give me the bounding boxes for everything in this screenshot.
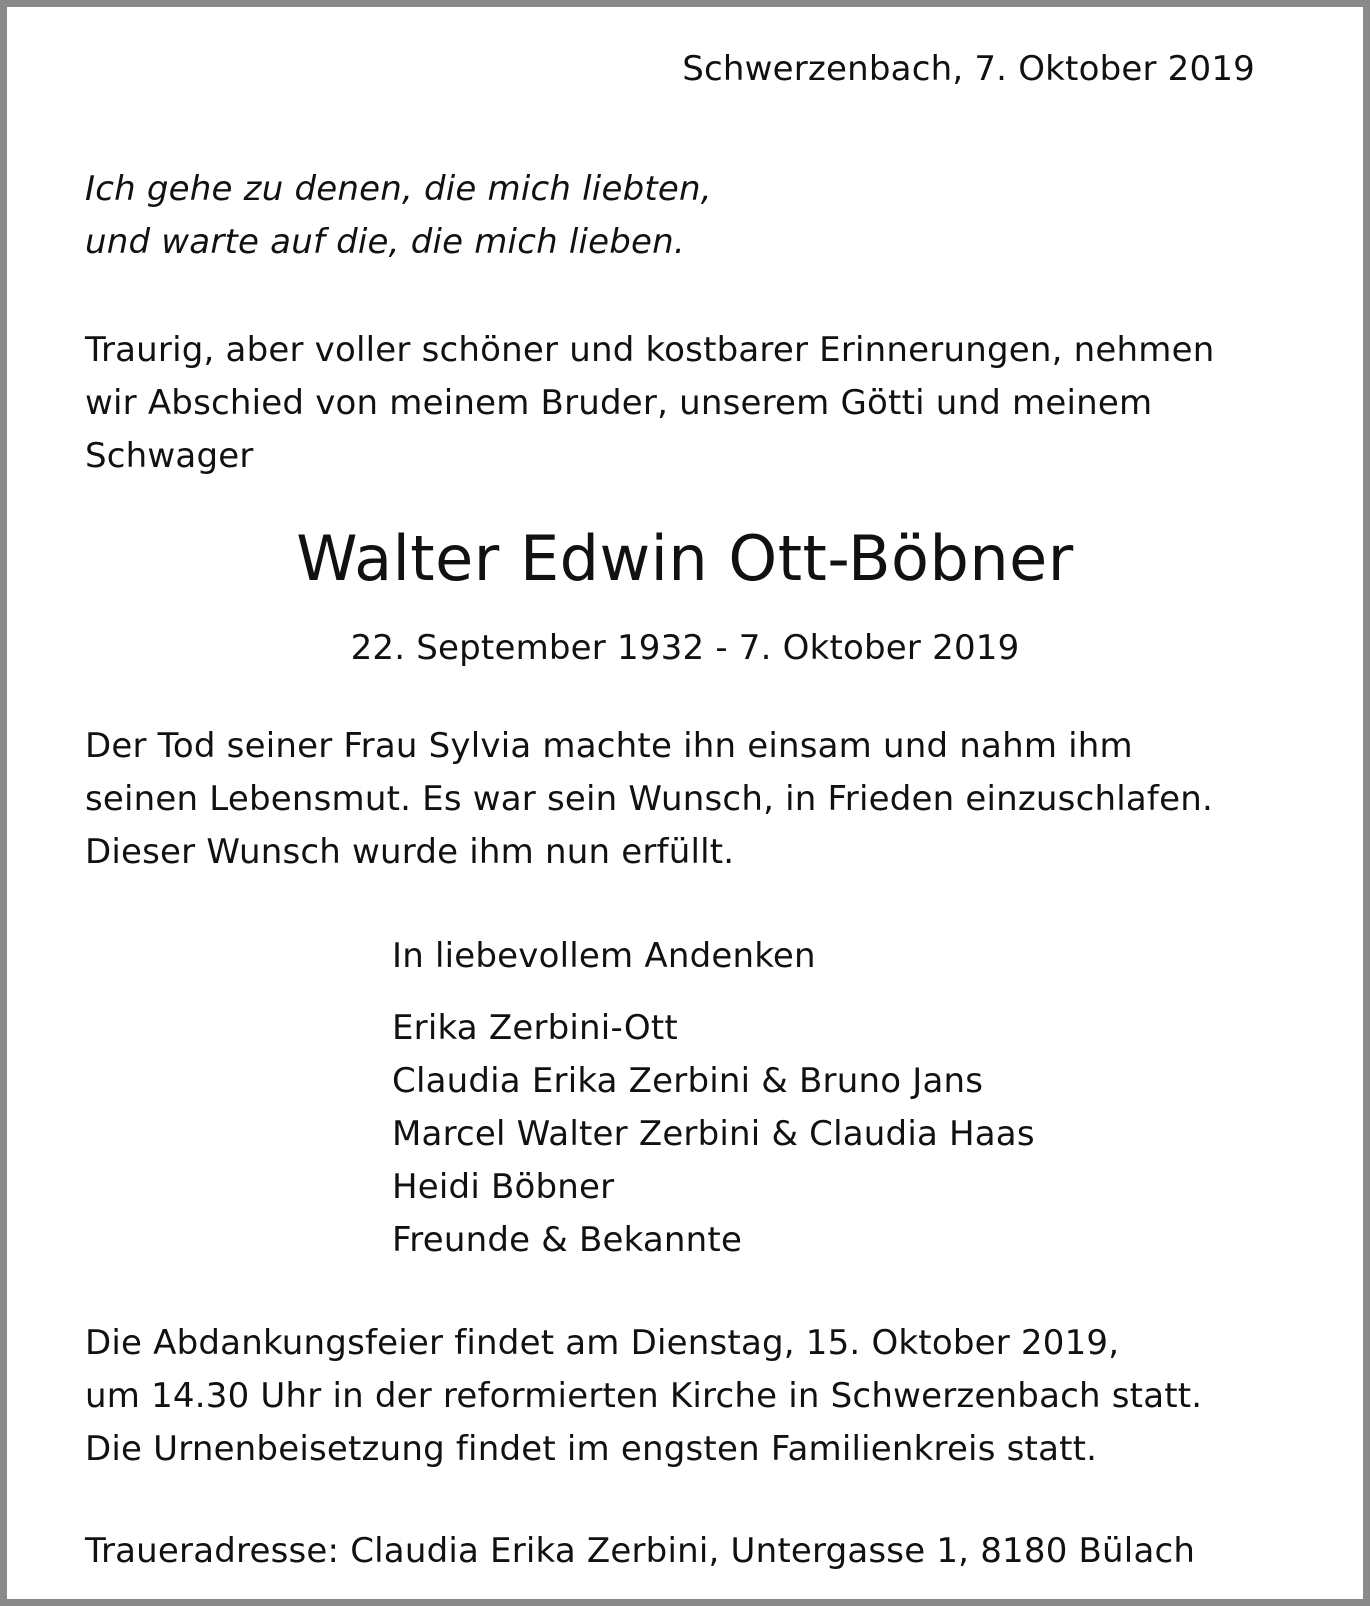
life-dates: 22. September 1932 - 7. Oktober 2019 xyxy=(350,628,1020,668)
service-line: um 14.30 Uhr in der reformierten Kirche in Schwerzenbach statt. xyxy=(85,1376,1203,1416)
motto xyxy=(85,163,712,269)
intro-line: Schwager xyxy=(85,436,254,476)
message-paragraph xyxy=(85,720,1213,879)
memory-heading: In liebevollem Andenken xyxy=(392,936,816,976)
mourner-name: Heidi Böbner xyxy=(392,1167,615,1207)
message-line: Der Tod seiner Frau Sylvia machte ihn einsam und nahm ihm xyxy=(85,726,1133,766)
mourner-name: Marcel Walter Zerbini & Claudia Haas xyxy=(392,1114,1035,1154)
mourner-name: Freunde & Bekannte xyxy=(392,1220,743,1260)
service-paragraph xyxy=(85,1317,1202,1476)
mourning-address: Traueradresse: Claudia Erika Zerbini, Untergasse 1, 8180 Bülach xyxy=(85,1531,1196,1571)
place-date: Schwerzenbach, 7. Oktober 2019 xyxy=(682,49,1255,89)
intro-line: wir Abschied von meinem Bruder, unserem Götti und meinem xyxy=(85,383,1153,423)
motto-line: und warte auf die, die mich lieben. xyxy=(85,222,685,262)
deceased-name: Walter Edwin Ott-Böbner xyxy=(296,522,1074,595)
service-line: Die Urnenbeisetzung findet im engsten Familienkreis statt. xyxy=(85,1429,1098,1469)
mourner-name: Claudia Erika Zerbini & Bruno Jans xyxy=(392,1061,984,1101)
mourners-list xyxy=(392,1002,1035,1267)
service-line: Die Abdankungsfeier findet am Dienstag, 15. Oktober 2019, xyxy=(85,1323,1120,1363)
message-line: Dieser Wunsch wurde ihm nun erfüllt. xyxy=(85,832,735,872)
intro-line: Traurig, aber voller schöner und kostbarer Erinnerungen, nehmen xyxy=(85,330,1215,370)
message-line: seinen Lebensmut. Es war sein Wunsch, in Frieden einzuschlafen. xyxy=(85,779,1213,819)
intro-paragraph xyxy=(85,324,1214,483)
motto-line: Ich gehe zu denen, die mich liebten, xyxy=(85,169,712,209)
mourner-name: Erika Zerbini-Ott xyxy=(392,1008,678,1048)
